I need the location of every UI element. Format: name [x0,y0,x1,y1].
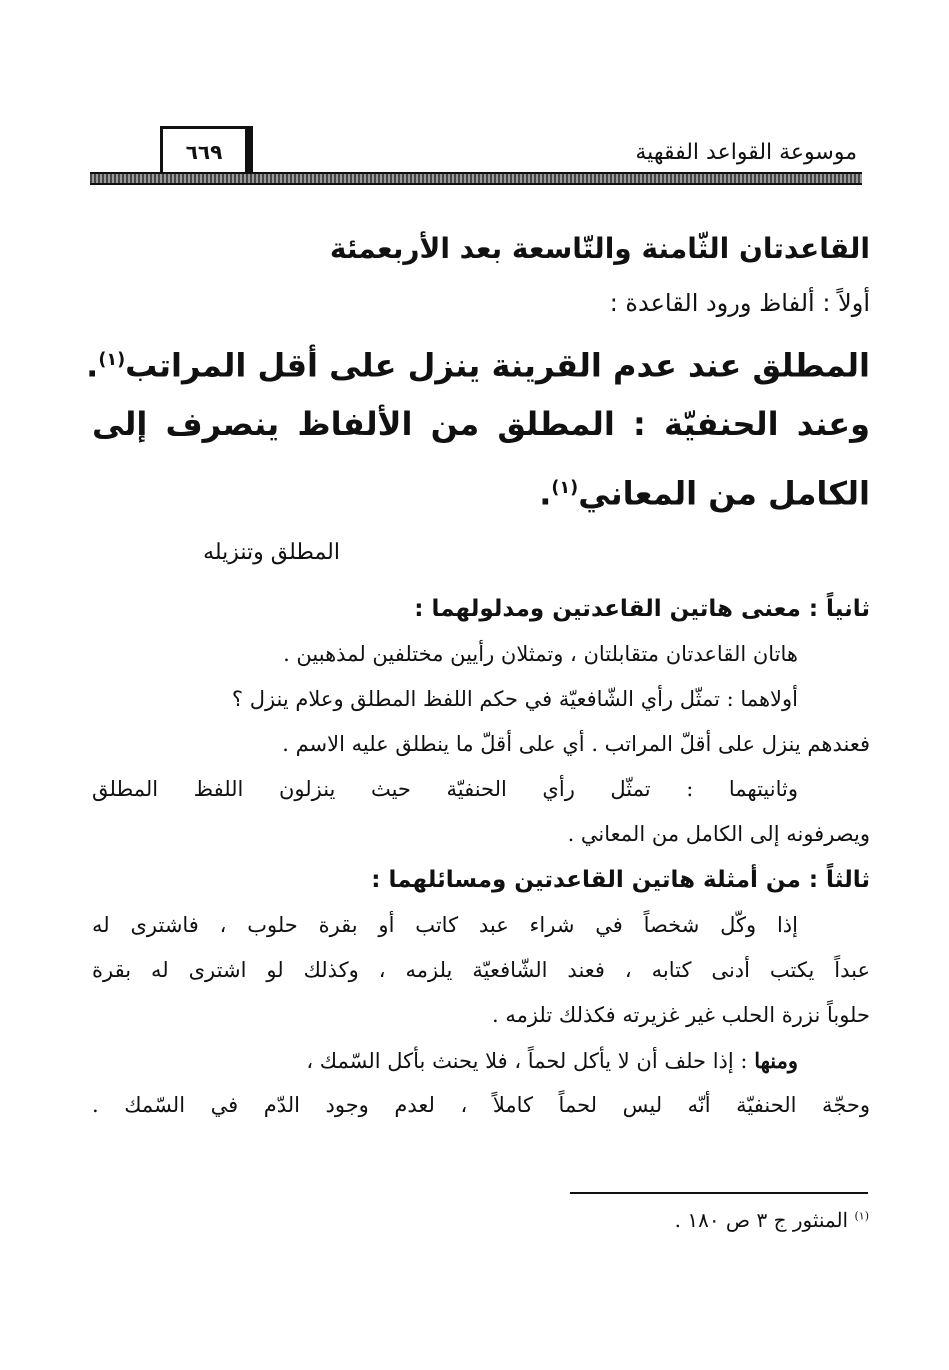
page-body [86,220,871,1128]
example-2-text: : إذا حلف أن لا يأكل لحماً ، فلا يحنث بأكل السّمك ، [306,1049,748,1073]
rule-1-end: . [86,346,99,385]
rule-2-end: . [539,474,552,513]
topic-tag: المطلق وتنزيله [203,540,340,565]
paragraph-line: أولاهما : تمثّل رأي الشّافعيّة في حكم اللفظ المطلق وعلام ينزل ؟ [231,687,798,711]
rule-statement-1 [86,328,870,392]
rule-2-text: الكامل من المعاني [578,474,870,513]
footnote-ref: (١) [551,478,579,498]
paragraph-line: وثانيتهما : تمثّل رأي الحنفيّة حيث ينزلون اللفظ المطلق [92,777,798,801]
footnote-divider [570,1192,868,1194]
example-2-line-1 [92,1038,870,1083]
section-2-title: ثانياً : معنى هاتين القاعدتين ومدلولهما : [414,596,870,622]
footnote [675,1208,869,1232]
book-title: موسوعة القواعد الفقهية [635,140,857,165]
rule-1-text: المطلق عند عدم القرينة ينزل على أقل المراتب [125,346,870,385]
page-number: ٦٦٩ [160,126,248,175]
paragraph-line: ويصرفونه إلى الكامل من المعاني . [567,822,870,846]
paragraph-line: إذا وكّل شخصاً في شراء عبد كاتب أو بقرة حلوب ، فاشترى له [92,913,798,937]
section-1-title: أولاً : ألفاظ ورود القاعدة : [609,289,870,317]
example-2-line-2: وحجّة الحنفيّة أنّه ليس لحماً كاملاً ، لعدم وجود الدّم في السّمك . [92,1093,870,1117]
paragraph-line: حلوباً نزرة الحلب غير غزيرته فكذلك تلزمه . [491,1003,870,1027]
rule-heading: القاعدتان الثّامنة والتّاسعة بعد الأربعمئة [329,232,870,265]
rule-statement-2-line-1: وعند الحنفيّة : المطلق من الألفاظ ينصرف إلى [92,405,870,443]
paragraph-line: فعندهم ينزل على أقلّ المراتب . أي على أقلّ ما ينطلق عليه الاسم . [282,732,870,756]
section-3-title: ثالثاً : من أمثلة هاتين القاعدتين ومسائلهما : [371,867,870,893]
paragraph-line: هاتان القاعدتان متقابلتان ، وتمثلان رأيين مختلفين لمذهبين . [283,642,798,666]
header-divider [90,172,862,185]
rule-statement-2-line-2 [92,456,870,520]
example-lead: ومنها [754,1048,798,1073]
footnote-text: المنثور ج ٣ ص ١٨٠ . [674,1208,849,1232]
footnote-marker: (١) [854,1209,869,1223]
paragraph-line: عبداً يكتب أدنى كتابه ، فعند الشّافعيّة يلزمه ، وكذلك لو اشترى له بقرة [92,958,871,982]
footnote-ref: (١) [98,350,126,370]
